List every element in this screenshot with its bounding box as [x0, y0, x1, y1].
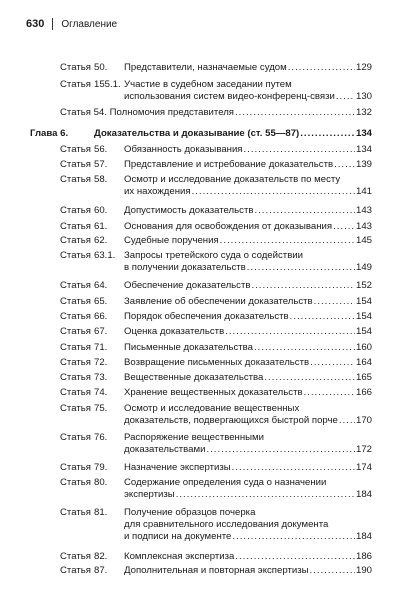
dot-leader [334, 158, 355, 171]
toc-page-number: 132 [355, 107, 372, 118]
article-label: Статья [60, 159, 91, 170]
article-label: Статья [60, 387, 91, 398]
toc-page-number: 172 [355, 444, 372, 455]
toc-entry-title: Оценка доказательств [124, 326, 225, 337]
toc-entry-title: Обеспечение доказательств [124, 280, 251, 291]
article-number: 64. [94, 280, 108, 291]
dot-leader [290, 310, 355, 323]
article-number: 87. [94, 565, 108, 576]
article-label: Статья [60, 311, 91, 322]
article-label: Статья [60, 403, 91, 414]
dot-leader [254, 341, 355, 354]
toc-page-number: 130 [355, 91, 372, 102]
dot-leader [220, 234, 355, 247]
toc-page-number: 143 [355, 205, 372, 216]
dot-leader [314, 295, 355, 308]
article-number: 57. [94, 159, 108, 170]
toc-entry-line [124, 488, 372, 501]
dot-leader [333, 220, 355, 233]
toc-entry-title: Содержание определения суда о назначении [124, 477, 327, 488]
toc-page-number: 190 [355, 565, 372, 576]
toc-entry-line [124, 295, 372, 308]
toc-entry-title: Осмотр и исследование вещественных [124, 403, 300, 414]
article-number: 82. [94, 551, 108, 562]
toc-page-number: 165 [355, 372, 372, 383]
article-label: Статья [60, 372, 91, 383]
toc-entry-line [124, 325, 372, 338]
toc-entry-line [124, 234, 372, 247]
toc-entry-line [124, 158, 372, 171]
dot-leader [310, 564, 355, 577]
dot-leader [244, 143, 355, 156]
toc-page-number: 134 [355, 144, 372, 155]
toc-entry-line [124, 310, 372, 323]
toc-page-number: 186 [355, 551, 372, 562]
dot-leader [304, 386, 355, 399]
article-number: 155.1. [94, 79, 121, 90]
toc-entry-line [124, 564, 372, 577]
dot-leader [206, 443, 355, 456]
toc-entry-line [124, 356, 372, 369]
toc-page-number: 145 [355, 235, 372, 246]
dot-leader [176, 488, 355, 501]
article-label: Статья [60, 280, 91, 291]
toc-entry-title: Назначение экспертизы [124, 462, 231, 473]
toc-page-number: 174 [355, 462, 372, 473]
toc-entry-title: Основания для освобождения от доказывания [124, 221, 333, 232]
toc-page-number: 149 [355, 262, 372, 273]
toc-page-number: 139 [355, 159, 372, 170]
dot-leader [192, 185, 355, 198]
toc-entry-line [124, 414, 372, 427]
toc-page-number: 166 [355, 387, 372, 398]
toc-entry-title: Обязанность доказывания [124, 144, 243, 155]
dot-leader [336, 90, 355, 103]
article-label: Статья [60, 462, 91, 473]
toc-entry-line [124, 386, 372, 399]
toc-entry-title: Возвращение письменных доказательств [124, 357, 310, 368]
toc-entry-line [124, 204, 372, 217]
toc-entry-line [124, 90, 372, 103]
toc-page-number: 134 [355, 128, 372, 139]
toc-entry-line [124, 341, 372, 354]
toc-page-number: 154 [355, 311, 372, 322]
toc-entry-title: в получении доказательств [124, 262, 246, 273]
toc-entry-title: и подписи на документе [124, 531, 232, 542]
toc-page-number: 164 [355, 357, 372, 368]
toc-entry-line [124, 443, 372, 456]
dot-leader [247, 261, 355, 274]
article-number: 61. [94, 221, 108, 232]
toc-entry-title: доказательствами [124, 444, 206, 455]
toc-entry-title: экспертизы [124, 489, 175, 500]
article-label: Статья [60, 62, 91, 73]
toc-entry-title: Судебные поручения [124, 235, 219, 246]
toc-entry-title: Порядок обеспечения доказательств [124, 311, 289, 322]
toc-entry-title: доказательств, подвергающихся быстрой порче [124, 415, 338, 426]
toc-entry-line [124, 220, 372, 233]
dot-leader [310, 356, 355, 369]
page-number: 630 [26, 18, 45, 30]
toc-entry [60, 106, 372, 119]
article-number: 50. [94, 62, 108, 73]
toc-entry-title: Представление и истребование доказательств [124, 159, 334, 170]
article-label: Статья [60, 326, 91, 337]
toc-entry-title: их нахождения [124, 186, 191, 197]
toc-entry-line [124, 279, 372, 292]
toc-page-number: 141 [355, 186, 372, 197]
toc-page-number: 170 [355, 415, 372, 426]
article-number: 72. [94, 357, 108, 368]
dot-leader [254, 204, 355, 217]
toc-entry-title: Статья 54. Полномочия представителя [60, 107, 235, 118]
toc-page-number: 143 [355, 221, 372, 232]
dot-leader [288, 61, 355, 74]
article-label: Статья [60, 205, 91, 216]
article-number: 65. [94, 296, 108, 307]
toc-page-number: 152 [355, 280, 372, 291]
toc-entry-title: Комплексная экспертиза [124, 551, 235, 562]
toc-page-number: 184 [355, 489, 372, 500]
toc-entry-line [124, 143, 372, 156]
dot-leader [264, 371, 355, 384]
article-label: Статья [60, 432, 91, 443]
toc-entry-title: Получение образцов почерка [124, 507, 256, 518]
toc-entry-title: Представители, назначаемые судом [124, 62, 287, 73]
toc-entry-line [124, 61, 372, 74]
toc-page-number: 184 [355, 531, 372, 542]
toc-page-number: 129 [355, 62, 372, 73]
dot-leader [232, 461, 355, 474]
article-number: 67. [94, 326, 108, 337]
dot-leader [235, 106, 355, 119]
toc-page-number: 154 [355, 326, 372, 337]
toc-entry-title: Запросы третейского суда о содействии [124, 250, 304, 261]
toc-entry-title: использования систем видео-конференц-связи [124, 91, 335, 102]
toc-entry-title: Допустимость доказательств [124, 205, 254, 216]
toc-entry-line [124, 185, 372, 198]
toc-entry-title: Вещественные доказательства [124, 372, 264, 383]
dot-leader [251, 279, 355, 292]
article-number: 56. [94, 144, 108, 155]
dot-leader [339, 414, 355, 427]
toc-entry-line [94, 127, 372, 140]
dot-leader [300, 127, 355, 140]
article-number: 71. [94, 342, 108, 353]
toc-entry-title: Участие в судебном заседании путем [124, 79, 292, 90]
article-label: Статья [60, 342, 91, 353]
toc-entry-title: Хранение вещественных доказательств [124, 387, 303, 398]
toc-entry-line [124, 461, 372, 474]
article-label: Статья [60, 221, 91, 232]
article-number: 80. [94, 477, 108, 488]
article-number: 66. [94, 311, 108, 322]
toc-entry-title: Распоряжение вещественными [124, 432, 264, 443]
toc-page-number: 160 [355, 342, 372, 353]
article-label: Статья [60, 357, 91, 368]
article-label: Статья [60, 551, 91, 562]
article-number: 73. [94, 372, 108, 383]
article-number: 62. [94, 235, 108, 246]
toc-entry-title: Дополнительная и повторная экспертизы [124, 565, 309, 576]
article-label: Статья [60, 507, 91, 518]
section-title: Оглавление [61, 18, 118, 30]
article-label: Статья [60, 144, 91, 155]
dot-leader [235, 550, 355, 563]
toc-entry-line [124, 550, 372, 563]
article-label: Статья [60, 174, 91, 185]
article-number: 60. [94, 205, 108, 216]
toc-page-number: 154 [355, 296, 372, 307]
article-label: Статья [60, 477, 91, 488]
toc-entry-title: Осмотр и исследование доказательств по месту [124, 174, 341, 185]
toc-entry-title: Доказательства и доказывание (ст. 55—87) [94, 128, 300, 139]
article-number: 79. [94, 462, 108, 473]
article-number: 74. [94, 387, 108, 398]
article-number: 76. [94, 432, 108, 443]
article-label: Статья [60, 296, 91, 307]
toc-entry-title: Заявление об обеспечении доказательств [124, 296, 313, 307]
dot-leader [232, 530, 355, 543]
article-number: 81. [94, 507, 108, 518]
article-number: 58. [94, 174, 108, 185]
article-label: Статья [60, 79, 91, 90]
article-label: Статья [60, 235, 91, 246]
article-number: 75. [94, 403, 108, 414]
chapter-label: Глава 6. [30, 128, 69, 139]
toc-entry-line [124, 261, 372, 274]
toc-entry-title: Письменные доказательства [124, 342, 253, 353]
toc-entry-line [124, 530, 372, 543]
dot-leader [225, 325, 355, 338]
toc-entry-title: для сравнительного исследования документа [124, 519, 329, 530]
article-label: Статья [60, 250, 91, 261]
article-label: Статья [60, 565, 91, 576]
article-number: 63.1. [94, 250, 116, 261]
toc-entry-line [124, 371, 372, 384]
